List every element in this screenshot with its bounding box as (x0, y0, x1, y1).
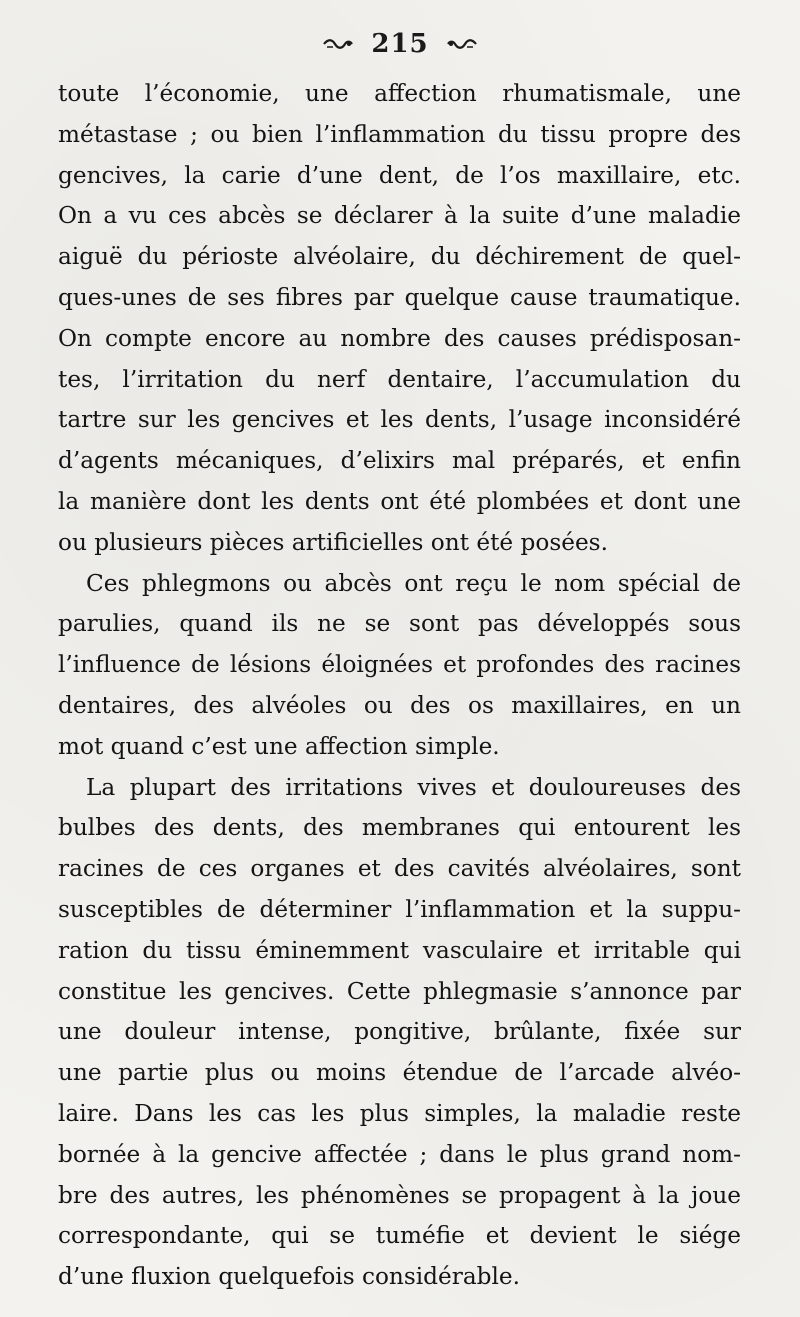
text-line: d’une fluxion quelquefois considérable. (58, 1263, 520, 1291)
text-line: On compte encore au nombre des causes prédisposan- (58, 324, 741, 352)
text-line: laire. Dans les cas les plus simples, la maladie reste (58, 1099, 741, 1127)
text-line: dentaires, des alvéoles ou des os maxillaires, en un (58, 691, 741, 719)
text-line: ou plusieurs pièces artificielles ont été posées. (58, 528, 608, 556)
text-line: ration du tissu éminemment vasculaire et irritable qui (58, 936, 741, 964)
text-line: une partie plus ou moins étendue de l’arcade alvéo- (58, 1059, 741, 1087)
text-line: susceptibles de déterminer l’inflammation et la suppu- (58, 895, 741, 923)
text-line: une douleur intense, pongitive, brûlante, fixée sur (58, 1018, 741, 1046)
paragraph (58, 564, 741, 768)
text-line: tartre sur les gencives et les dents, l’usage inconsidéré (58, 406, 741, 434)
text-line: correspondante, qui se tuméfie et devient le siége (58, 1222, 741, 1250)
text-line: parulies, quand ils ne se sont pas développés sous (58, 610, 741, 638)
left-ornament-icon (323, 38, 353, 50)
text-line: bulbes des dents, des membranes qui entourent les (58, 814, 741, 842)
text-line: tes, l’irritation du nerf dentaire, l’accumulation du (58, 365, 741, 393)
text-line: Ces phlegmons ou abcès ont reçu le nom spécial de (86, 569, 741, 597)
text-line: constitue les gencives. Cette phlegmasie s’annonce par (58, 977, 741, 1005)
paragraph (58, 74, 741, 564)
text-line: toute l’économie, une affection rhumatismale, une (58, 80, 741, 107)
page-number: 215 (371, 29, 429, 59)
text-line: gencives, la carie d’une dent, de l’os maxillaire, etc. (58, 161, 741, 189)
right-ornament-icon (447, 38, 477, 50)
paragraph (58, 768, 741, 1298)
text-line: On a vu ces abcès se déclarer à la suite d’une maladie (58, 202, 741, 230)
text-line: aiguë du périoste alvéolaire, du déchirement de quel- (58, 243, 741, 271)
page-header (0, 28, 800, 59)
text-line: bre des autres, les phénomènes se propagent à la joue (58, 1181, 741, 1209)
body-text (58, 74, 741, 1298)
text-line: d’agents mécaniques, d’elixirs mal préparés, et enfin (58, 447, 741, 475)
text-line: mot quand c’est une affection simple. (58, 732, 500, 760)
text-line: racines de ces organes et des cavités alvéolaires, sont (58, 855, 741, 883)
text-line: l’influence de lésions éloignées et profondes des racines (58, 651, 741, 679)
text-line: bornée à la gencive affectée ; dans le plus grand nom- (58, 1140, 741, 1168)
text-line: La plupart des irritations vives et douloureuses des (86, 773, 741, 801)
text-line: ques-unes de ses fibres par quelque cause traumatique. (58, 283, 741, 311)
text-line: la manière dont les dents ont été plombées et dont une (58, 487, 741, 515)
text-line: métastase ; ou bien l’inflammation du tissu propre des (58, 120, 741, 148)
